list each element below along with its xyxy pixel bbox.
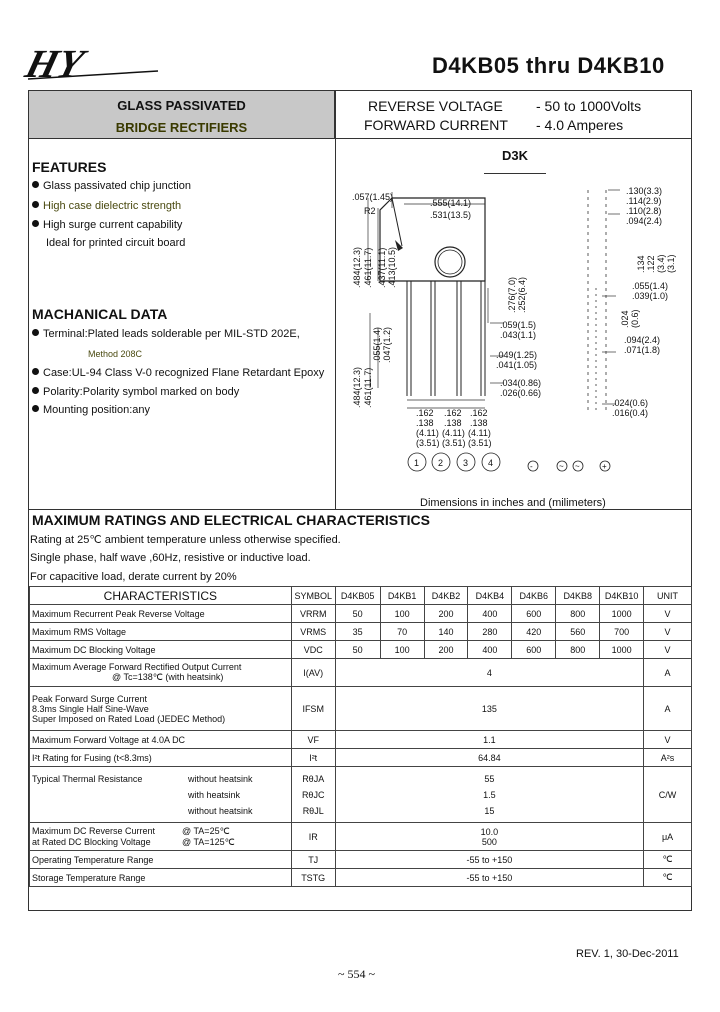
table-header: D4KB4 (468, 587, 512, 605)
dim-label: R2 (364, 206, 376, 216)
dim-label: .484(12.3) (352, 246, 362, 288)
characteristics-table (29, 586, 692, 887)
table-row: Maximum Forward Voltage at 4.0A DC VF 1.1 V (30, 731, 692, 749)
product-line1: GLASS PASSIVATED (117, 98, 246, 113)
dim-label: .110(2.8) (626, 206, 662, 216)
pin-symbol: ~ (575, 462, 580, 471)
mechanical-data-title: MACHANICAL DATA (32, 306, 168, 322)
table-row: Maximum Recurrent Peak Reverse Voltage VRRM 50 100 200 400 600 800 1000 V (30, 605, 692, 623)
package-leads (407, 281, 485, 396)
dim-label: .024 (620, 310, 630, 328)
table-row: Maximum DC Reverse Current @ TA=25℃ at Rated DC Blocking Voltage @ TA=125℃ IR 10.0 500 μA (30, 823, 692, 851)
pin-number: 1 (414, 458, 420, 468)
dim-label: .071(1.8) (624, 345, 661, 355)
dim-label: .461(11.7) (363, 367, 373, 408)
dim-label: (4.11) (416, 428, 439, 438)
table-header: D4KB10 (600, 587, 644, 605)
table-row: Maximum Average Forward Rectified Output Current @ Tc=138℃ (with heatsink) I(AV) 4 A (30, 659, 692, 687)
mechanical-item: Method 208C (88, 349, 143, 359)
forward-current-label: FORWARD CURRENT (364, 117, 508, 133)
mechanical-item: Mounting position:any (32, 404, 150, 416)
mechanical-item: Terminal:Plated leads solderable per MIL-STD 202E, (32, 328, 300, 340)
ratings-title: MAXIMUM RATINGS AND ELECTRICAL CHARACTERISTICS (32, 512, 430, 528)
dim-label: .055(1.4) (632, 281, 669, 291)
rating-note: For capacitive load, derate current by 20% (30, 571, 237, 583)
mounting-hole (435, 247, 465, 277)
pin-number: 4 (488, 458, 494, 468)
table-header: CHARACTERISTICS (30, 587, 292, 605)
dim-label: .094(2.4) (626, 216, 663, 226)
dimensions-caption: Dimensions in inches and (milimeters) (420, 497, 606, 509)
dim-label: (3.4) (656, 254, 666, 273)
section-divider (29, 509, 691, 510)
dim-label: .138 (470, 418, 488, 428)
dim-label: .034(0.86) (500, 378, 542, 388)
dim-label: .055(1.4) (372, 326, 382, 363)
page-number: ~ 554 ~ (338, 967, 375, 981)
dim-label: .114(2.9) (626, 196, 662, 206)
table-header: D4KB8 (556, 587, 600, 605)
dim-label: .057(1.45) (352, 192, 394, 202)
dim-label: .049(1.25) (496, 350, 538, 360)
product-line2: BRIDGE RECTIFIERS (115, 120, 248, 135)
dim-label: .252(6.4) (517, 276, 527, 313)
bullet-icon (32, 329, 39, 336)
table-row: Peak Forward Surge Current 8.3ms Single Half Sine-Wave Super Imposed on Rated Load (JEDEC Method) IFSM 135 A (30, 687, 692, 731)
bullet-icon (32, 181, 39, 188)
dim-label: .043(1.1) (500, 330, 537, 340)
dim-label: .122 (646, 255, 656, 273)
dim-label: .162 (444, 408, 462, 418)
pin-symbol: ~ (559, 462, 564, 471)
dim-label: (4.11) (442, 428, 465, 438)
table-row: Typical Thermal Resistance without heatsink with heatsink without heatsink RθJA RθJC RθJL 55 1.5 15 C/W (30, 767, 692, 823)
mechanical-item: Case:UL-94 Class V-0 recognized Flane Retardant Epoxy (32, 367, 324, 379)
dim-label: .162 (470, 408, 488, 418)
dim-label: .437(11.1) (377, 247, 387, 288)
package-side-view (588, 190, 606, 410)
pin-number: 3 (463, 458, 469, 468)
dim-label: .047(1.2) (382, 326, 392, 363)
table-header: UNIT (644, 587, 692, 605)
pin-number: 2 (438, 458, 444, 468)
revision-date: REV. 1, 30-Dec-2011 (576, 948, 679, 960)
table-row: Operating Temperature Range TJ -55 to +150 ℃ (30, 851, 692, 869)
package-outline-drawing (340, 178, 690, 488)
product-type-box (29, 91, 335, 138)
dim-label: .059(1.5) (500, 320, 537, 330)
dim-label: (3.51) (442, 438, 466, 448)
bullet-icon (32, 220, 39, 227)
rating-note: Single phase, half wave ,60Hz, resistive or inductive load. (30, 552, 311, 564)
dim-label: .094(2.4) (624, 335, 661, 345)
reverse-voltage-value: - 50 to 1000Volts (536, 98, 642, 114)
dim-label: .162 (416, 408, 434, 418)
table-header: D4KB05 (335, 587, 380, 605)
bullet-icon (32, 387, 39, 394)
logo-text: HY (21, 41, 89, 86)
dim-label: (3.51) (416, 438, 440, 448)
column-divider (335, 91, 336, 509)
table-header: D4KB1 (380, 587, 424, 605)
dim-label: .039(1.0) (632, 291, 669, 301)
reverse-voltage-label: REVERSE VOLTAGE (368, 98, 503, 114)
rating-note: Rating at 25℃ ambient temperature unless otherwise specified. (30, 534, 341, 546)
table-header: D4KB2 (424, 587, 468, 605)
dim-label: .555(14.1) (430, 198, 472, 208)
dimension-lines (368, 190, 620, 408)
bullet-icon (32, 368, 39, 375)
bullet-icon (32, 201, 39, 208)
table-header: D4KB6 (512, 587, 556, 605)
dim-label: (3.1) (666, 254, 676, 273)
dim-label: .024(0.6) (612, 398, 649, 408)
dim-label: .484(12.3) (352, 366, 362, 408)
features-title: FEATURES (32, 159, 107, 175)
feature-item: High case dielectric strength (32, 200, 181, 212)
table-header-row (30, 587, 692, 605)
dim-label: .130(3.3) (626, 186, 663, 196)
dim-label: .461(11.7) (363, 247, 373, 288)
pin-symbol: - (530, 462, 533, 471)
table-row: Storage Temperature Range TSTG -55 to +150 ℃ (30, 869, 692, 887)
feature-item: Glass passivated chip junction (32, 180, 191, 192)
table-header: SYMBOL (291, 587, 335, 605)
dim-label: .026(0.66) (500, 388, 542, 398)
dim-label: (3.51) (468, 438, 492, 448)
table-row: Maximum RMS Voltage VRMS 35 70 140 280 420 560 700 V (30, 623, 692, 641)
dim-label: .276(7.0) (507, 276, 517, 313)
part-number-title: D4KB05 thru D4KB10 (432, 53, 665, 78)
table-row: Maximum DC Blocking Voltage VDC 50 100 200 400 600 800 1000 V (30, 641, 692, 659)
bullet-icon (32, 405, 39, 412)
dim-label: .134 (636, 255, 646, 273)
dim-label: .138 (444, 418, 462, 428)
feature-item: High surge current capability (32, 219, 182, 231)
pin-symbol: + (602, 462, 607, 471)
company-logo (21, 41, 168, 86)
forward-current-value: - 4.0 Amperes (536, 117, 624, 133)
dim-label: (0.6) (630, 309, 640, 328)
header-divider (29, 138, 691, 139)
package-name: D3K (484, 148, 546, 174)
dim-label: .531(13.5) (430, 210, 472, 220)
dim-label: .016(0.4) (612, 408, 649, 418)
dim-label: .138 (416, 418, 434, 428)
dim-label: .413(10.5) (387, 246, 397, 288)
dim-label: (4.11) (468, 428, 491, 438)
table-row: I²t Rating for Fusing (t<8.3ms) I²t 64.84 A²s (30, 749, 692, 767)
feature-item: Ideal for printed circuit board (46, 237, 186, 249)
mechanical-item: Polarity:Polarity symbol marked on body (32, 386, 239, 398)
dim-label: .041(1.05) (496, 360, 538, 370)
